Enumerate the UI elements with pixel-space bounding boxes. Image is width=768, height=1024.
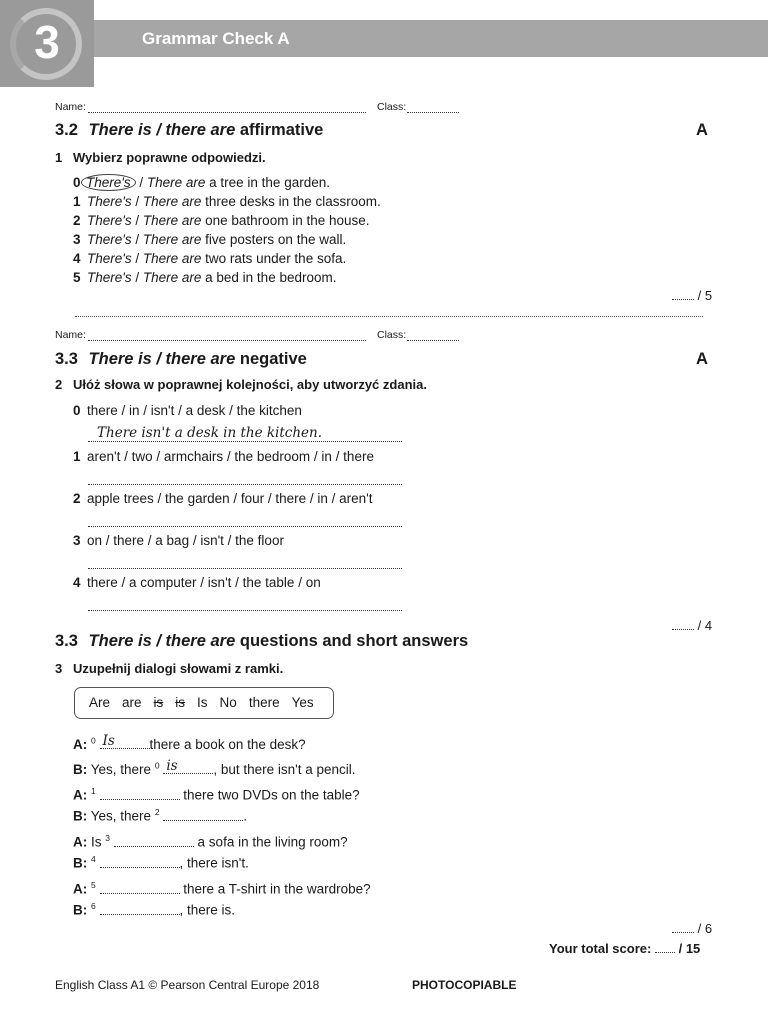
word-box-item: No (219, 695, 237, 710)
word-box-item-used: is (175, 695, 186, 710)
choice-item-5: 5 There's / There are a bed in the bedroom. (73, 270, 337, 285)
reorder-item-3: 3 on / there / a bag / isn't / the floor (73, 533, 284, 548)
score-task-2: / 4 (672, 618, 712, 633)
version-label: A (696, 121, 708, 139)
section-heading-3-3-negative: 3.3 There is / there are negative (55, 350, 307, 368)
reorder-item-0: 0 there / in / isn't / a desk / the kitchen (73, 403, 302, 418)
total-score-blank[interactable] (655, 941, 675, 953)
name-label: Name: (55, 101, 86, 113)
score-blank[interactable] (672, 921, 694, 933)
dialogue-line-1: A: $^1$ there two DVDs on the table? (73, 786, 360, 803)
dialogue-line-4: B: $^4$ , there isn't. (73, 854, 249, 871)
option-theres[interactable]: There's (87, 194, 132, 209)
option-theres[interactable]: There's (87, 213, 132, 228)
answer-line-1[interactable] (88, 471, 402, 485)
task-1-instruction: 1 Wybierz poprawne odpowiedzi. (55, 150, 266, 165)
footer-copyright: English Class A1 © Pearson Central Europe 2018 (55, 978, 320, 992)
unit-badge (0, 0, 94, 87)
reorder-item-2: 2 apple trees / the garden / four / there / in / aren't (73, 491, 373, 506)
unit-number: 3 (34, 16, 60, 68)
section-heading-3-3-questions: 3.3 There is / there are questions and short answers (55, 632, 469, 650)
version-label: A (696, 350, 708, 368)
reorder-item-1: 1 aren't / two / armchairs / the bedroom / in / there (73, 449, 374, 464)
dialogue-line-0b: B: Yes, there $^0$ is , but there isn't a pencil. (73, 758, 356, 777)
class-label: Class: (377, 101, 407, 113)
option-there-are[interactable]: There are (142, 232, 202, 247)
dialogue-line-5: A: $^5$ there a T-shirt in the wardrobe? (73, 880, 371, 897)
word-box-item: Is (197, 695, 208, 710)
section-title-italic: There is / there are (88, 121, 236, 139)
cut-line (75, 316, 703, 317)
circled-answer: There's (81, 174, 136, 191)
choice-item-2: 2 There's / There are one bathroom in the house. (73, 213, 370, 228)
task-2-instruction: 2 Ułóż słowa w poprawnej kolejności, aby utworzyć zdania. (55, 377, 427, 392)
page-title: Grammar Check A (142, 29, 290, 48)
word-box-item: are (122, 695, 142, 710)
choice-item-4: 4 There's / There are two rats under the sofa. (73, 251, 347, 266)
choice-item-3: 3 There's / There are five posters on the wall. (73, 232, 347, 247)
option-there-are[interactable]: There are (142, 194, 202, 209)
dialogue-line-2: B: Yes, there $^2$ . (73, 807, 248, 824)
word-box-item: there (248, 695, 280, 710)
title-bar (94, 20, 768, 57)
gap-6[interactable] (100, 903, 180, 915)
score-task-3: / 6 (672, 921, 712, 936)
choice-item-1: 1 There's / There are three desks in the classroom. (73, 194, 381, 209)
gap-4[interactable] (100, 856, 180, 868)
answer-line-3[interactable] (88, 555, 402, 569)
option-there-are[interactable]: There are (142, 213, 202, 228)
answer-line-4[interactable] (88, 597, 402, 611)
section-heading-3-2 (55, 121, 323, 140)
dialogue-line-6: B: $^6$ , there is. (73, 901, 236, 918)
class-field[interactable] (407, 330, 459, 341)
class-label: Class: (377, 329, 407, 341)
score-task-1: / 5 (672, 288, 712, 303)
dialogue-line-3: A: Is $^3$ a sofa in the living room? (73, 833, 348, 850)
name-label: Name: (55, 329, 86, 341)
option-there-are[interactable]: There are (142, 270, 202, 285)
name-field[interactable] (88, 102, 366, 113)
score-blank[interactable] (672, 288, 694, 300)
section-title-rest: affirmative (235, 121, 324, 139)
answer-line-2[interactable] (88, 513, 402, 527)
gap-5[interactable] (100, 882, 180, 894)
answer-line-0[interactable] (88, 424, 402, 442)
gap-0a: Is (100, 734, 150, 749)
dialogue-line-0a: A: $^0$ Is there a book on the desk? (73, 733, 306, 752)
gap-3[interactable] (114, 835, 194, 847)
choice-item-0: 0 There's / There are a tree in the garden. (73, 175, 330, 190)
gap-2[interactable] (163, 809, 243, 821)
section-number: 3.2 (55, 121, 78, 139)
word-box-item: Are (89, 695, 111, 710)
option-there-are[interactable]: There are (142, 251, 202, 266)
word-box (74, 687, 334, 719)
footer-photocopiable: PHOTOCOPIABLE (412, 978, 517, 992)
word-box-item-used: is (153, 695, 164, 710)
option-theres[interactable]: There's (87, 232, 132, 247)
name-field[interactable] (88, 330, 366, 341)
class-field[interactable] (407, 102, 459, 113)
option-theres[interactable]: There's (87, 270, 132, 285)
score-blank[interactable] (672, 618, 694, 630)
gap-0b: is (163, 759, 213, 774)
reorder-item-4: 4 there / a computer / isn't / the table / on (73, 575, 321, 590)
total-score: Your total score: / 15 (549, 941, 701, 956)
gap-1[interactable] (100, 788, 180, 800)
example-answer: There isn't a desk in the kitchen. (97, 425, 323, 441)
option-theres[interactable]: There's (87, 251, 132, 266)
task-3-instruction: 3 Uzupełnij dialogi słowami z ramki. (55, 661, 284, 676)
word-box-item: Yes (291, 695, 314, 710)
